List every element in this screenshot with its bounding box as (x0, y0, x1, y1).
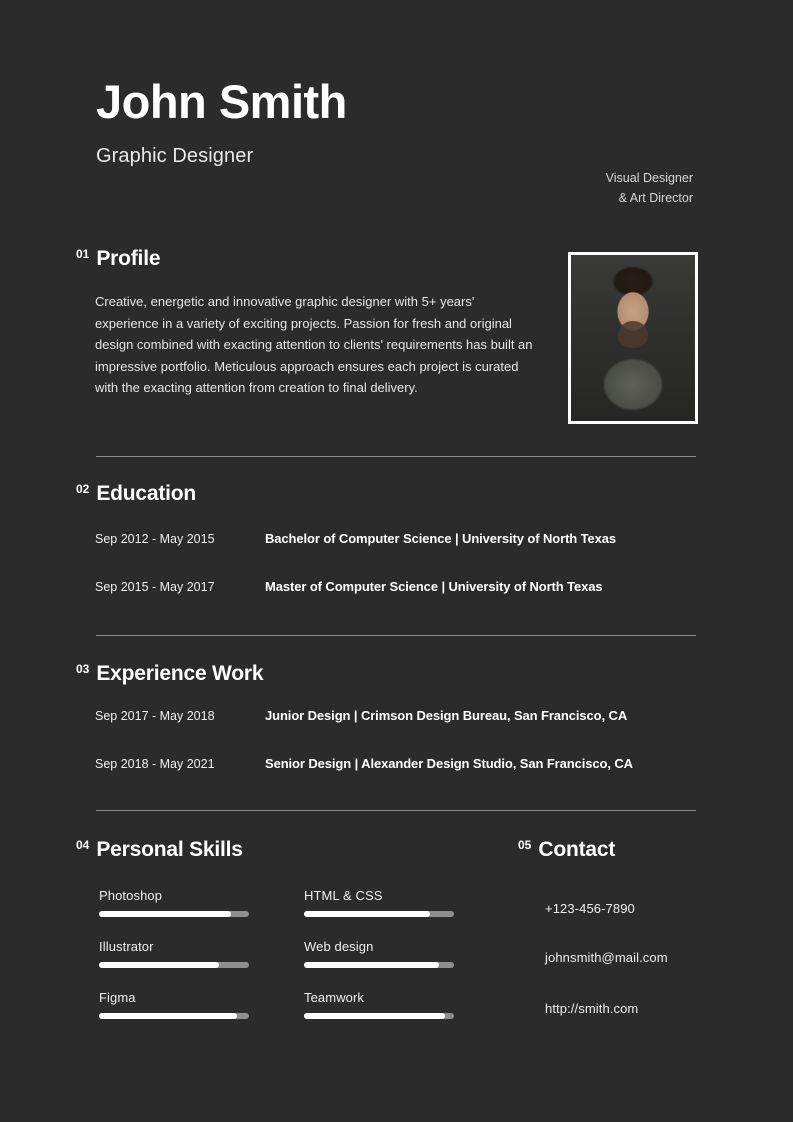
contact-phone[interactable]: +123-456-7890 (545, 901, 635, 916)
contact-website[interactable]: http://smith.com (545, 1001, 639, 1016)
experience-row (95, 756, 715, 771)
skill-label: Illustrator (99, 939, 154, 954)
section-title: Personal Skills (96, 838, 243, 861)
skill-label: Teamwork (304, 990, 365, 1005)
entry-date: Sep 2017 - May 2018 (95, 709, 215, 723)
page-title: John Smith (96, 75, 347, 128)
skill-label: Web design (304, 939, 374, 954)
skill-bar-track (99, 1013, 249, 1019)
skill-label: Figma (99, 990, 136, 1005)
section-heading-contact (518, 839, 615, 860)
section-title: Contact (538, 838, 616, 861)
section-title: Education (96, 482, 197, 505)
job-role: Graphic Designer (96, 145, 254, 167)
skill-bar-fill (304, 962, 439, 968)
skill-bar-track (304, 911, 454, 917)
divider-3 (96, 810, 696, 811)
divider-2 (96, 635, 696, 636)
section-heading-skills (76, 839, 243, 860)
section-number: 04 (76, 838, 90, 852)
skill-bar-fill (99, 962, 219, 968)
tagline-line-1: Visual Designer (605, 171, 693, 185)
education-row (95, 579, 695, 594)
section-number: 03 (76, 662, 90, 676)
header-tagline (463, 168, 693, 209)
skill-bar-track (99, 962, 249, 968)
skill-bar-fill (99, 1013, 237, 1019)
skill-bar-fill (304, 911, 430, 917)
entry-date: Sep 2012 - May 2015 (95, 532, 215, 546)
education-row (95, 531, 695, 546)
section-title: Experience Work (96, 662, 264, 685)
entry-date: Sep 2018 - May 2021 (95, 757, 215, 771)
skill-label: HTML & CSS (304, 888, 383, 903)
skill-item (99, 939, 249, 968)
section-number: 01 (76, 247, 90, 261)
skill-item (304, 939, 454, 968)
section-heading-profile (76, 248, 160, 269)
skill-label: Photoshop (99, 888, 163, 903)
skill-bar-track (304, 1013, 454, 1019)
entry-date: Sep 2015 - May 2017 (95, 580, 215, 594)
entry-description: Master of Computer Science | University of North Texas (265, 579, 603, 594)
skill-bar-track (304, 962, 454, 968)
section-number: 02 (76, 482, 90, 496)
entry-description: Junior Design | Crimson Design Bureau, San Francisco, CA (265, 708, 628, 723)
skill-bar-fill (304, 1013, 445, 1019)
skill-item (99, 990, 249, 1019)
skill-item (99, 888, 249, 917)
contact-email[interactable]: johnsmith@mail.com (545, 950, 668, 965)
skill-item (304, 990, 454, 1019)
skill-item (304, 888, 454, 917)
section-title: Profile (96, 247, 161, 270)
entry-description: Senior Design | Alexander Design Studio, San Francisco, CA (265, 756, 633, 771)
section-heading-experience (76, 663, 263, 684)
divider-1 (96, 456, 696, 457)
section-heading-education (76, 483, 196, 504)
profile-text: Creative, energetic and innovative graphic designer with 5+ years' experience in a variety of exciting projects. Passion for fresh and original design combined with exacting attention to clients' requirements has built an impressive portfolio. Meticulous approach ensures each project is curated with the exacting attention from creation to final delivery. (95, 294, 533, 396)
avatar (568, 252, 698, 424)
tagline-line-2: & Art Director (618, 191, 693, 206)
skill-bar-fill (99, 911, 231, 917)
experience-row (95, 708, 715, 723)
portrait-detail (618, 321, 648, 348)
portrait-photo (571, 255, 695, 421)
section-number: 05 (518, 838, 532, 852)
entry-description: Bachelor of Computer Science | University of North Texas (265, 531, 617, 546)
skill-bar-track (99, 911, 249, 917)
header (96, 75, 696, 168)
